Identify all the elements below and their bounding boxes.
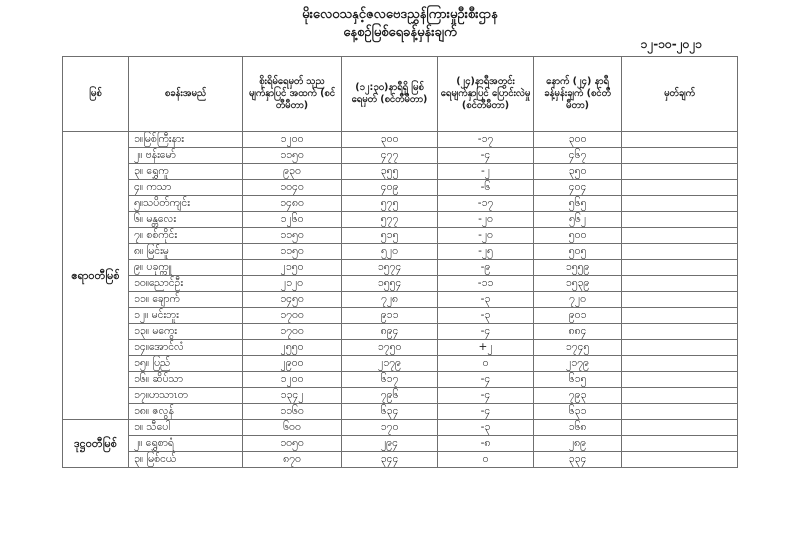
danger-cell: ၂၁၅၀ (243, 260, 342, 276)
station-cell: ၄။ ကသာ (129, 180, 243, 196)
change-cell: -၁၇ (438, 196, 534, 212)
forecast-cell: ၃၅၀ (534, 164, 622, 180)
table-row (63, 228, 738, 244)
forecast-cell: ၁၇၄၅ (534, 340, 622, 356)
current-cell: ၅၇၅ (342, 196, 438, 212)
header-current-level: (၁၂:၃၀)နာရီရှိ မြစ်ရေမှတ် (စင်တီမီတာ) (342, 57, 438, 132)
station-cell: ၇။ စစ်ကိုင်း (129, 228, 243, 244)
remark-cell (622, 356, 738, 372)
forecast-cell: ၃၃၄ (534, 452, 622, 468)
change-cell: -၈ (438, 436, 534, 452)
danger-cell: ၈၇၀ (243, 452, 342, 468)
station-cell: ၂။ ရွှေစာရံ (129, 436, 243, 452)
table-row (63, 132, 738, 148)
forecast-cell: ၅၀၀ (534, 228, 622, 244)
table-row (63, 420, 738, 436)
change-cell: ၀ (438, 452, 534, 468)
current-cell: ၁၅၇၄ (342, 260, 438, 276)
current-cell: ၂၉၄ (342, 436, 438, 452)
danger-cell: ၆၀၀ (243, 420, 342, 436)
header-remark: မှတ်ချက် (622, 57, 738, 132)
danger-cell: ၁၂၀၀ (243, 372, 342, 388)
forecast-cell: ၂၈၉ (534, 436, 622, 452)
current-cell: ၆၃၄ (342, 404, 438, 420)
remark-cell (622, 148, 738, 164)
remark-cell (622, 164, 738, 180)
change-cell: -၂၀ (438, 212, 534, 228)
station-cell: ၁၁။ ချောက် (129, 292, 243, 308)
current-cell: ၅၂၀ (342, 244, 438, 260)
remark-cell (622, 324, 738, 340)
forecast-cell: ၄၆၇ (534, 148, 622, 164)
header-station: စခန်းအမည် (129, 57, 243, 132)
current-cell: ၂၁၇၉ (342, 356, 438, 372)
forecast-cell: ၁၅၃၉ (534, 276, 622, 292)
table-row (63, 180, 738, 196)
remark-cell (622, 452, 738, 468)
forecast-cell: ၅၆၅ (534, 196, 622, 212)
danger-cell: ၂၁၂၀ (243, 276, 342, 292)
table-row (63, 324, 738, 340)
river-name: ဧရာဝတီမြစ် (63, 132, 129, 420)
table-row (63, 356, 738, 372)
remark-cell (622, 132, 738, 148)
forecast-cell: ၄၀၄ (534, 180, 622, 196)
remark-cell (622, 292, 738, 308)
current-cell: ၁၅၅၄ (342, 276, 438, 292)
river-name: ဒုဋ္ဌဝတီမြစ် (63, 420, 129, 468)
station-cell: ၈။ မြင်းမူ (129, 244, 243, 260)
header-24h-forecast: နောက် (၂၄) နာရီ ခန့်မှန်းချက် (စင်တီမီတာ) (534, 57, 622, 132)
report-title: နေ့စဉ်မြစ်ရေခန့်မှန်းချက် (343, 25, 457, 41)
header-24h-change: (၂၄)နာရီအတွင်း ရေမျက်နှာပြင် ပြောင်းလဲမှု (စင်တီမီတာ) (438, 57, 534, 132)
forecast-cell: ၁၆၈ (534, 420, 622, 436)
forecast-cell: ၈၈၄ (534, 324, 622, 340)
remark-cell (622, 196, 738, 212)
forecast-cell: ၃၀၀ (534, 132, 622, 148)
table-row (63, 308, 738, 324)
current-cell: ၅၁၅ (342, 228, 438, 244)
river-forecast-table (62, 56, 738, 468)
table-row (63, 292, 738, 308)
change-cell: -၄ (438, 388, 534, 404)
danger-cell: ၁၂၆၀ (243, 212, 342, 228)
change-cell: -၃ (438, 292, 534, 308)
table-row (63, 404, 738, 420)
table-row (63, 436, 738, 452)
danger-cell: ၁၄၅၀ (243, 292, 342, 308)
danger-cell: ၁၁၅၀ (243, 244, 342, 260)
change-cell: -၃ (438, 420, 534, 436)
change-cell: +၂ (438, 340, 534, 356)
danger-cell: ၁၁၅၀ (243, 228, 342, 244)
department-title: မိုးလေဝသနှင့်ဇလဗေဒညွှန်ကြားမှုဦးစီးဌာန (302, 7, 498, 22)
remark-cell (622, 228, 738, 244)
header-river: မြစ် (63, 57, 129, 132)
forecast-cell: ၇၉၃ (534, 388, 622, 404)
change-cell: -၁၁ (438, 276, 534, 292)
current-cell: ၁၇၅၀ (342, 340, 438, 356)
remark-cell (622, 388, 738, 404)
station-cell: ၃။ ရွှေကူ (129, 164, 243, 180)
danger-cell: ၉၃၀ (243, 164, 342, 180)
table-row (63, 340, 738, 356)
station-cell: ၉။ ပခုက္ကူ (129, 260, 243, 276)
table-row (63, 388, 738, 404)
current-cell: ၄၀၉ (342, 180, 438, 196)
table-row (63, 212, 738, 228)
table-row (63, 148, 738, 164)
current-cell: ၅၇၇ (342, 212, 438, 228)
station-cell: ၁။ သီပေါ (129, 420, 243, 436)
change-cell: -၄ (438, 404, 534, 420)
table-row (63, 260, 738, 276)
current-cell: ၈၉၄ (342, 324, 438, 340)
station-cell: ၂။ ဗန်းမော် (129, 148, 243, 164)
current-cell: ၃၄၄ (342, 452, 438, 468)
remark-cell (622, 308, 738, 324)
station-cell: ၆။ မန္တလေး (129, 212, 243, 228)
table-row (63, 196, 738, 212)
danger-cell: ၂၅၅၀ (243, 340, 342, 356)
forecast-cell: ၅၀၅ (534, 244, 622, 260)
remark-cell (622, 260, 738, 276)
station-cell: ၁၇။ဟသာၤတ (129, 388, 243, 404)
danger-cell: ၁၄၈၀ (243, 196, 342, 212)
remark-cell (622, 436, 738, 452)
remark-cell (622, 244, 738, 260)
station-cell: ၁၃။ မကွေး (129, 324, 243, 340)
change-cell: -၄ (438, 324, 534, 340)
remark-cell (622, 276, 738, 292)
station-cell: ၅။သပိတ်ကျင်း (129, 196, 243, 212)
forecast-cell: ၆၃၁ (534, 404, 622, 420)
station-cell: ၁။မြစ်ကြီးနား (129, 132, 243, 148)
table-row (63, 372, 738, 388)
change-cell: ၀ (438, 356, 534, 372)
table-row (63, 276, 738, 292)
danger-cell: ၁၂၀၀ (243, 132, 342, 148)
station-cell: ၁၄။အောင်လံ (129, 340, 243, 356)
current-cell: ၆၁၇ (342, 372, 438, 388)
danger-cell: ၁၇၀၀ (243, 324, 342, 340)
table-row (63, 452, 738, 468)
table-body (63, 132, 738, 468)
current-cell: ၁၇၀ (342, 420, 438, 436)
danger-cell: ၂၉၀၀ (243, 356, 342, 372)
remark-cell (622, 212, 738, 228)
danger-cell: ၁၀၄၀ (243, 180, 342, 196)
header-danger-level: စိုးရိမ်ရေမှတ် သုည မျက်နှာပြင် အထက် (စင်တီမီတာ) (243, 57, 342, 132)
station-cell: ၁၅။ ပြည် (129, 356, 243, 372)
danger-cell: ၁၇၀၀ (243, 308, 342, 324)
table-row (63, 244, 738, 260)
remark-cell (622, 180, 738, 196)
change-cell: -၂၀ (438, 228, 534, 244)
change-cell: -၉ (438, 260, 534, 276)
remark-cell (622, 420, 738, 436)
forecast-cell: ၁၅၅၉ (534, 260, 622, 276)
danger-cell: ၁၃၄၂ (243, 388, 342, 404)
forecast-cell: ၅၆၂ (534, 212, 622, 228)
remark-cell (622, 372, 738, 388)
change-cell: -၆ (438, 180, 534, 196)
remark-cell (622, 404, 738, 420)
danger-cell: ၁၁၆၀ (243, 404, 342, 420)
current-cell: ၃၀၀ (342, 132, 438, 148)
station-cell: ၁၆။ ဆိပ်သာ (129, 372, 243, 388)
current-cell: ၉၁၁ (342, 308, 438, 324)
danger-cell: ၁၀၅၀ (243, 436, 342, 452)
change-cell: -၂ (438, 164, 534, 180)
change-cell: -၁၇ (438, 132, 534, 148)
change-cell: -၂၅ (438, 244, 534, 260)
table-header (63, 57, 738, 132)
forecast-cell: ၉၀၁ (534, 308, 622, 324)
current-cell: ၄၇၇ (342, 148, 438, 164)
forecast-cell: ၂၁၇၉ (534, 356, 622, 372)
change-cell: -၃ (438, 308, 534, 324)
report-date: ၁၂-၁၀-၂၀၂၁ (640, 37, 702, 51)
forecast-cell: ၆၁၅ (534, 372, 622, 388)
change-cell: -၄ (438, 148, 534, 164)
remark-cell (622, 340, 738, 356)
current-cell: ၇၉၆ (342, 388, 438, 404)
change-cell: -၄ (438, 372, 534, 388)
danger-cell: ၁၁၅၀ (243, 148, 342, 164)
station-cell: ၁၀။ညောင်ဦး (129, 276, 243, 292)
current-cell: ၇၂၈ (342, 292, 438, 308)
station-cell: ၃။ မြစ်ငယ် (129, 452, 243, 468)
current-cell: ၃၅၅ (342, 164, 438, 180)
table-row (63, 164, 738, 180)
station-cell: ၁၂။ မင်းဘူး (129, 308, 243, 324)
forecast-cell: ၇၂၀ (534, 292, 622, 308)
station-cell: ၁၈။ ဇလွန် (129, 404, 243, 420)
